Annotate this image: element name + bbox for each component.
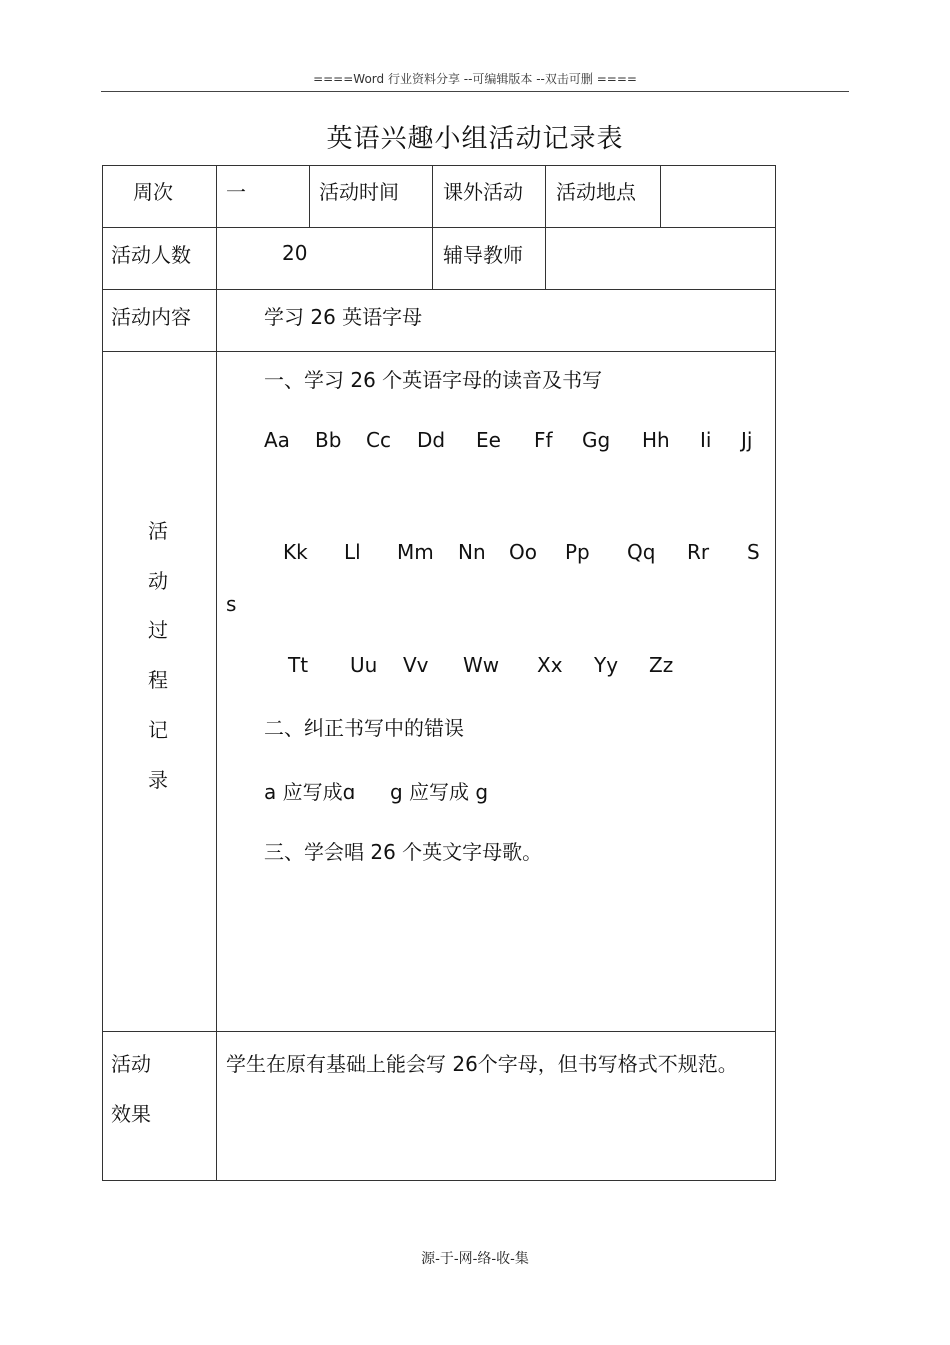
effect-label-line2: 效果 — [111, 1102, 151, 1126]
teacher-label: 辅导教师 — [443, 243, 523, 267]
letter-pair: Cc — [366, 428, 391, 452]
letter-pair: Hh — [642, 428, 670, 452]
letter-pair: Vv — [403, 653, 429, 677]
row-divider — [102, 227, 776, 228]
column-divider — [545, 165, 546, 289]
section-2-heading: 二、纠正书写中的错误 — [264, 716, 464, 740]
letter-pair: Ee — [476, 428, 501, 452]
column-divider — [660, 165, 661, 227]
page-header: ====Word 行业资料分享 --可编辑版本 --双击可删 ==== — [313, 72, 637, 86]
content-label: 活动内容 — [111, 305, 191, 329]
header-rule — [101, 91, 849, 92]
letter-pair: Ll — [344, 540, 361, 564]
row-divider — [102, 289, 776, 290]
row-divider — [102, 1031, 776, 1032]
participant-count-label: 活动人数 — [111, 243, 191, 267]
process-label-char: 程 — [148, 668, 168, 692]
letter-pair: Kk — [283, 540, 308, 564]
effect-label-line1: 活动 — [111, 1052, 151, 1076]
activity-place-label: 活动地点 — [556, 180, 636, 204]
participant-count-value: 20 — [282, 241, 308, 265]
letter-pair: Oo — [509, 540, 537, 564]
letter-pair: Gg — [582, 428, 611, 452]
letter-pair: Pp — [565, 540, 590, 564]
process-label-char: 记 — [148, 718, 168, 742]
letter-pair: Aa — [264, 428, 290, 452]
letter-pair: Ii — [700, 428, 712, 452]
activity-time-value: 课外活动 — [443, 180, 523, 204]
letter-pair: S — [747, 540, 760, 564]
activity-time-label: 活动时间 — [319, 180, 399, 204]
correction-g: g 应写成 g — [390, 780, 489, 804]
effect-text: 学生在原有基础上能会写 26个字母，但书写格式不规范。 — [226, 1052, 738, 1076]
week-value: 一 — [226, 180, 246, 204]
section-3-heading: 三、学会唱 26 个英文字母歌。 — [264, 840, 543, 864]
process-label-char: 活 — [148, 519, 168, 543]
letter-pair: Bb — [315, 428, 342, 452]
letter-pair: Ww — [463, 653, 500, 677]
letter-pair: Yy — [594, 653, 619, 677]
correction-a: a 应写成ɑ — [264, 780, 356, 804]
letter-pair: Rr — [687, 540, 710, 564]
letter-pair: Tt — [288, 653, 309, 677]
page-footer: 源-于-网-络-收-集 — [421, 1251, 529, 1267]
letter-pair: Zz — [649, 653, 674, 677]
table-border-bottom — [102, 1180, 776, 1181]
content-value: 学习 26 英语字母 — [264, 305, 423, 329]
letter-pair: Nn — [458, 540, 486, 564]
table-border-right — [775, 165, 776, 1181]
table-border-top — [102, 165, 776, 166]
page-title: 英语兴趣小组活动记录表 — [326, 124, 624, 154]
letter-pair: Qq — [627, 540, 656, 564]
column-divider — [309, 165, 310, 227]
letter-pair: Mm — [397, 540, 434, 564]
week-label: 周次 — [133, 180, 173, 204]
process-label-char: 过 — [148, 618, 168, 642]
letter-pair-wrap: s — [226, 592, 237, 616]
column-divider — [432, 165, 433, 289]
section-1-heading: 一、学习 26 个英语字母的读音及书写 — [264, 368, 603, 392]
letter-pair: Jj — [741, 428, 753, 452]
letter-pair: Uu — [350, 653, 378, 677]
column-divider — [216, 165, 217, 1181]
row-divider — [102, 351, 776, 352]
letter-pair: Xx — [537, 653, 563, 677]
process-label-char: 动 — [148, 569, 168, 593]
letter-pair: Dd — [417, 428, 446, 452]
table-border-left — [102, 165, 103, 1181]
process-label-char: 录 — [148, 768, 168, 792]
letter-pair: Ff — [534, 428, 553, 452]
